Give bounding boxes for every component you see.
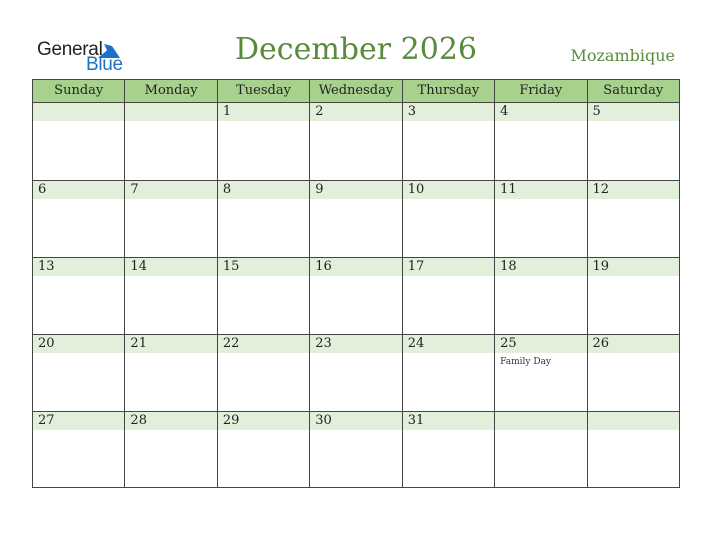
day-number: 18 bbox=[500, 259, 517, 274]
day-number: 6 bbox=[38, 182, 47, 197]
weekday-header: Wednesday bbox=[309, 80, 401, 102]
day-cell bbox=[402, 335, 494, 411]
day-cell bbox=[124, 258, 216, 334]
day-cell bbox=[217, 258, 309, 334]
week-row bbox=[33, 103, 679, 180]
day-number: 29 bbox=[222, 413, 240, 428]
weekday-header: Sunday bbox=[54, 83, 104, 98]
week-row bbox=[33, 334, 679, 411]
day-number: 28 bbox=[130, 413, 147, 428]
day-number: 10 bbox=[407, 182, 425, 197]
country-name: Mozambique bbox=[570, 46, 675, 65]
logo-text-general: General bbox=[37, 39, 103, 60]
day-number-band bbox=[33, 181, 124, 199]
day-cell bbox=[402, 412, 494, 488]
week-row bbox=[33, 257, 679, 334]
day-cell bbox=[217, 412, 309, 488]
day-number-band bbox=[403, 103, 494, 121]
day-cell bbox=[587, 181, 679, 257]
day-number: 19 bbox=[592, 259, 610, 274]
day-cell bbox=[124, 335, 216, 411]
day-number: 3 bbox=[407, 104, 416, 119]
day-cell bbox=[494, 103, 586, 180]
day-number: 15 bbox=[222, 259, 240, 274]
day-cell bbox=[217, 181, 309, 257]
day-cell bbox=[217, 103, 309, 180]
day-number: 8 bbox=[222, 182, 232, 197]
day-cell bbox=[309, 412, 401, 488]
week-row bbox=[33, 180, 679, 257]
day-number-band bbox=[125, 103, 216, 121]
weekday-header: Monday bbox=[124, 80, 216, 102]
day-cell bbox=[124, 181, 216, 257]
day-number: 25 bbox=[500, 336, 517, 351]
day-number: 14 bbox=[130, 259, 147, 274]
day-number: 26 bbox=[592, 336, 610, 351]
day-number: 12 bbox=[592, 182, 610, 197]
day-cell bbox=[309, 181, 401, 257]
week-row bbox=[33, 411, 679, 488]
day-number: 2 bbox=[315, 104, 324, 119]
day-cell bbox=[124, 103, 216, 180]
day-number-band bbox=[495, 412, 586, 430]
day-number: 16 bbox=[315, 259, 332, 274]
day-number: 24 bbox=[407, 336, 425, 351]
day-number-band bbox=[310, 103, 401, 121]
day-cell bbox=[587, 335, 679, 411]
day-cell bbox=[494, 181, 586, 257]
day-number: 17 bbox=[407, 259, 425, 274]
weekday-header: Friday bbox=[494, 80, 586, 102]
day-cell bbox=[494, 412, 586, 488]
day-cell bbox=[587, 258, 679, 334]
weekday-header: Saturday bbox=[587, 80, 679, 102]
holiday-label: Family Day bbox=[500, 357, 552, 367]
day-cell bbox=[309, 103, 401, 180]
day-cell bbox=[402, 258, 494, 334]
day-number: 7 bbox=[130, 182, 139, 197]
day-cell bbox=[217, 335, 309, 411]
weekday-header: Thursday bbox=[402, 80, 494, 102]
day-cell bbox=[33, 258, 124, 334]
weekday-header-row bbox=[33, 80, 679, 103]
day-number-band bbox=[33, 103, 124, 121]
day-number: 9 bbox=[315, 182, 324, 197]
day-cell bbox=[309, 258, 401, 334]
day-number: 31 bbox=[407, 413, 425, 428]
day-number-band bbox=[310, 181, 401, 199]
day-number: 11 bbox=[500, 182, 517, 197]
day-cell bbox=[33, 103, 124, 180]
calendar-title: December 2026 bbox=[235, 32, 477, 67]
day-cell bbox=[33, 412, 124, 488]
day-number: 4 bbox=[500, 104, 509, 119]
day-cell bbox=[494, 258, 586, 334]
day-number: 27 bbox=[38, 413, 55, 428]
day-number: 5 bbox=[592, 104, 601, 119]
day-cell bbox=[124, 412, 216, 488]
day-cell bbox=[33, 335, 124, 411]
day-number: 23 bbox=[315, 336, 332, 351]
day-number: 22 bbox=[222, 336, 240, 351]
day-number-band bbox=[125, 181, 216, 199]
day-number: 13 bbox=[38, 259, 55, 274]
day-number: 30 bbox=[315, 413, 332, 428]
calendar-grid bbox=[32, 79, 680, 488]
day-number-band bbox=[588, 103, 679, 121]
day-number-band bbox=[218, 181, 309, 199]
day-number: 1 bbox=[222, 104, 232, 119]
day-cell bbox=[494, 335, 586, 411]
day-cell bbox=[587, 103, 679, 180]
day-cell bbox=[402, 103, 494, 180]
day-cell bbox=[309, 335, 401, 411]
logo-text-blue: Blue bbox=[86, 54, 123, 75]
day-cell bbox=[33, 181, 124, 257]
day-number-band bbox=[495, 103, 586, 121]
day-cell bbox=[402, 181, 494, 257]
day-number-band bbox=[588, 412, 679, 430]
day-number-band bbox=[218, 103, 309, 121]
day-cell bbox=[587, 412, 679, 488]
weekday-header: Tuesday bbox=[217, 80, 309, 102]
day-number: 20 bbox=[38, 336, 55, 351]
day-number: 21 bbox=[130, 336, 147, 351]
